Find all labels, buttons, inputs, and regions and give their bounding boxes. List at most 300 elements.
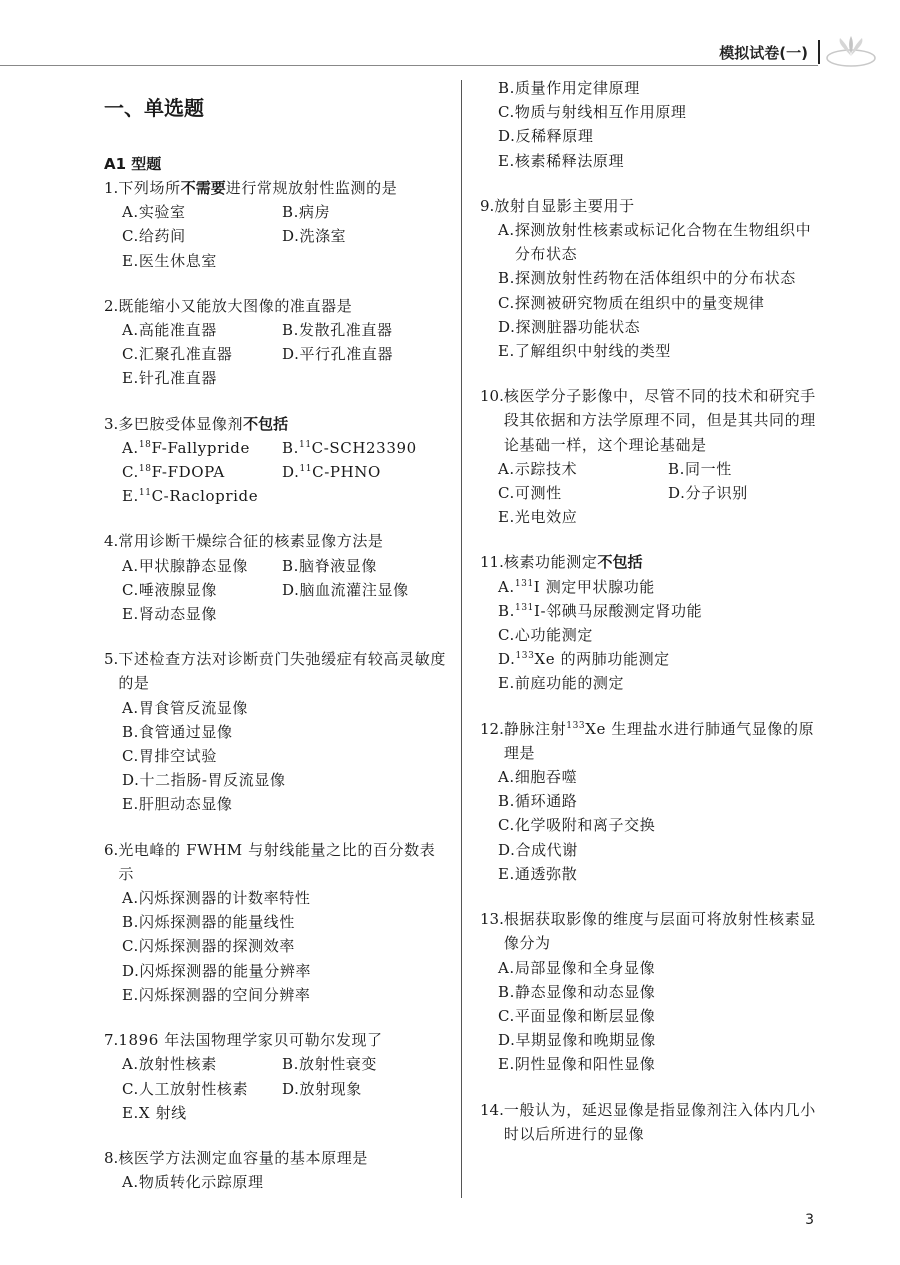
option-text bbox=[515, 956, 826, 980]
option-item bbox=[282, 200, 450, 224]
option-text bbox=[515, 1052, 826, 1076]
option-text bbox=[139, 602, 282, 626]
question-number: 3. bbox=[104, 414, 119, 433]
option-text bbox=[515, 575, 826, 599]
question-number: 8. bbox=[104, 1148, 119, 1167]
option-letter: B. bbox=[668, 459, 685, 478]
option-letter: A. bbox=[498, 459, 515, 478]
option-item bbox=[498, 339, 826, 363]
option-text bbox=[139, 578, 282, 602]
question-text bbox=[504, 1098, 826, 1146]
option-letter: A. bbox=[122, 1173, 139, 1192]
option-item bbox=[122, 1170, 450, 1194]
option-letter: B. bbox=[498, 601, 515, 620]
option-letter: C. bbox=[122, 1079, 139, 1098]
question-text bbox=[504, 550, 826, 574]
option-letter: C. bbox=[498, 1006, 515, 1025]
option-label: 医生休息室 bbox=[138, 251, 217, 270]
option-text bbox=[139, 366, 282, 390]
question-text-part: 常用诊断干燥综合征的核素显像方法是 bbox=[118, 532, 384, 551]
option-item bbox=[498, 266, 826, 290]
option-letter: A. bbox=[122, 698, 139, 717]
option-letter: C. bbox=[122, 747, 139, 766]
option-label: C-SCH23390 bbox=[311, 438, 417, 457]
option-label: 平面显像和断层显像 bbox=[514, 1006, 656, 1025]
option-label: 脑血流灌注显像 bbox=[299, 580, 409, 599]
question-8-continued bbox=[480, 76, 826, 173]
option-item bbox=[498, 980, 826, 1004]
header-title: 模拟试卷(一) bbox=[719, 44, 808, 62]
option-label: 分子识别 bbox=[685, 484, 748, 503]
option-text bbox=[139, 1052, 282, 1076]
option-letter: D. bbox=[282, 463, 300, 482]
question-options bbox=[104, 554, 450, 627]
question-text-part: 光电峰的 FWHM 与射线能量之比的百分数表示 bbox=[118, 840, 436, 883]
option-superscript: 18 bbox=[138, 464, 152, 475]
question-options bbox=[480, 956, 826, 1077]
option-text bbox=[515, 339, 826, 363]
option-label: 闪烁探测器的能量线性 bbox=[139, 913, 296, 932]
option-text bbox=[515, 291, 826, 315]
option-label: 闪烁探测器的空间分辨率 bbox=[138, 985, 311, 1004]
option-label: 合成代谢 bbox=[515, 840, 578, 859]
question-text bbox=[118, 176, 450, 200]
question-text-part: 多巴胺受体显像剂 bbox=[118, 414, 244, 433]
option-text bbox=[515, 813, 826, 837]
question-text-part: 静脉注射 bbox=[503, 719, 567, 738]
question-text bbox=[118, 647, 450, 695]
column-divider bbox=[461, 80, 462, 1198]
option-label: 人工放射性核素 bbox=[138, 1079, 249, 1098]
option-letter: C. bbox=[122, 345, 139, 364]
question-options bbox=[480, 765, 826, 886]
option-letter: A. bbox=[122, 889, 139, 908]
option-text bbox=[515, 980, 826, 1004]
option-text bbox=[299, 436, 450, 460]
option-item bbox=[498, 457, 668, 481]
option-item bbox=[498, 124, 826, 148]
question-text-part: 核医学分子影像中，尽管不同的技术和研究手段其依据和方法学原理不同，但是其共同的理论基础一样，这个理论基础是 bbox=[503, 387, 816, 454]
option-letter: C. bbox=[122, 227, 139, 246]
option-text bbox=[299, 342, 450, 366]
option-text bbox=[515, 671, 826, 695]
option-label: 心功能测定 bbox=[514, 626, 593, 645]
option-text bbox=[515, 765, 826, 789]
option-text bbox=[139, 554, 282, 578]
option-label: 发散孔准直器 bbox=[299, 321, 393, 340]
option-letter: A. bbox=[122, 438, 139, 457]
option-letter: B. bbox=[282, 556, 299, 575]
option-item bbox=[282, 436, 450, 460]
option-label: I-邻碘马尿酸测定肾功能 bbox=[533, 601, 703, 620]
question-number: 2. bbox=[104, 296, 119, 315]
option-text bbox=[139, 959, 450, 983]
question-stem bbox=[104, 412, 450, 436]
option-label: 胃食管反流显像 bbox=[138, 698, 249, 717]
option-item bbox=[122, 342, 282, 366]
question-text-part: 既能缩小又能放大图像的准直器是 bbox=[118, 296, 353, 315]
option-item bbox=[282, 224, 450, 248]
option-letter: C. bbox=[122, 937, 139, 956]
option-label: 食管通过显像 bbox=[139, 722, 233, 741]
option-item bbox=[282, 342, 450, 366]
question-options bbox=[104, 200, 450, 273]
option-text bbox=[515, 266, 826, 290]
option-label: 脑脊液显像 bbox=[299, 556, 378, 575]
option-label: 平行孔准直器 bbox=[299, 345, 394, 364]
question-text bbox=[118, 1028, 450, 1052]
option-item bbox=[498, 862, 826, 886]
option-letter: D. bbox=[498, 650, 516, 669]
option-item bbox=[498, 100, 826, 124]
option-letter: A. bbox=[122, 203, 139, 222]
question-emphasis: 不包括 bbox=[597, 553, 643, 572]
question-number: 12. bbox=[480, 719, 504, 738]
option-letter: A. bbox=[122, 556, 139, 575]
option-item bbox=[122, 318, 282, 342]
question-number: 5. bbox=[104, 650, 119, 669]
option-item bbox=[122, 200, 282, 224]
section-title: 一、单选题 bbox=[104, 96, 204, 120]
option-letter: B. bbox=[498, 269, 515, 288]
option-item bbox=[122, 460, 282, 484]
question-text-part: Xe 生理盐水进行肺通气显像的原理是 bbox=[503, 719, 815, 762]
option-text bbox=[139, 1077, 282, 1101]
question-options bbox=[480, 218, 826, 363]
question-text bbox=[118, 412, 450, 436]
option-text bbox=[139, 224, 282, 248]
option-label: I 测定甲状腺功能 bbox=[533, 577, 655, 596]
option-letter: C. bbox=[498, 293, 515, 312]
option-label: 唾液腺显像 bbox=[138, 580, 217, 599]
header-logo-icon bbox=[824, 34, 878, 68]
option-text bbox=[299, 224, 450, 248]
option-label: 反稀释原理 bbox=[515, 127, 594, 146]
header-rule bbox=[0, 65, 818, 66]
option-text bbox=[685, 457, 826, 481]
question-options bbox=[104, 886, 450, 1007]
option-item bbox=[498, 315, 826, 339]
option-letter: B. bbox=[498, 79, 515, 97]
question-text-part: 放射自显影主要用于 bbox=[494, 196, 635, 215]
option-label: 闪烁探测器的探测效率 bbox=[138, 937, 295, 956]
question-options bbox=[480, 575, 826, 696]
question-stem bbox=[104, 529, 450, 553]
option-text bbox=[139, 910, 450, 934]
option-item bbox=[122, 1101, 282, 1125]
option-letter: D. bbox=[282, 345, 300, 364]
question-stem bbox=[480, 907, 826, 955]
option-letter: D. bbox=[122, 771, 140, 790]
question-options bbox=[104, 436, 450, 509]
question-text-part: 进行常规放射性监测的是 bbox=[225, 179, 398, 197]
option-letter: C. bbox=[498, 103, 515, 122]
option-text bbox=[139, 720, 450, 744]
option-item bbox=[122, 224, 282, 248]
question-item bbox=[104, 1028, 450, 1125]
question-text-part: 下述检查方法对诊断贲门失弛缓症有较高灵敏度的是 bbox=[118, 650, 446, 693]
option-label: 洗涤室 bbox=[299, 227, 347, 246]
option-letter: E. bbox=[122, 1103, 139, 1122]
question-item bbox=[104, 838, 450, 1007]
option-text bbox=[299, 578, 450, 602]
question-options bbox=[480, 76, 826, 173]
option-label: 放射性核素 bbox=[138, 1055, 217, 1074]
option-label: 了解组织中射线的类型 bbox=[514, 342, 671, 361]
option-item bbox=[122, 436, 282, 460]
option-item bbox=[122, 602, 282, 626]
question-stem bbox=[104, 176, 450, 200]
option-item bbox=[282, 1077, 450, 1101]
option-item bbox=[282, 554, 450, 578]
option-letter: E. bbox=[122, 985, 139, 1004]
option-label: 高能准直器 bbox=[138, 321, 217, 340]
question-item bbox=[104, 412, 450, 509]
option-text bbox=[139, 744, 450, 768]
option-text bbox=[299, 200, 450, 224]
option-item bbox=[122, 744, 450, 768]
option-label: 阴性显像和阳性显像 bbox=[514, 1055, 656, 1074]
option-superscript: 11 bbox=[299, 464, 313, 475]
option-label: 物质转化示踪原理 bbox=[138, 1173, 264, 1192]
option-label: 早期显像和晚期显像 bbox=[515, 1031, 656, 1050]
question-stem bbox=[104, 1028, 450, 1052]
question-text bbox=[118, 294, 450, 318]
option-letter: E. bbox=[498, 864, 515, 883]
option-item bbox=[122, 792, 450, 816]
option-superscript: 131 bbox=[514, 578, 534, 589]
option-item bbox=[122, 934, 450, 958]
subsection-title: A1 型题 bbox=[104, 155, 162, 173]
option-text bbox=[515, 623, 826, 647]
option-label: 闪烁探测器的能量分辨率 bbox=[139, 961, 312, 980]
option-item bbox=[498, 647, 826, 671]
option-text bbox=[515, 149, 826, 173]
option-label: 光电效应 bbox=[514, 508, 578, 527]
question-stem bbox=[104, 1146, 450, 1170]
option-item bbox=[122, 578, 282, 602]
question-text bbox=[494, 194, 826, 218]
option-text bbox=[139, 484, 282, 508]
question-number: 4. bbox=[104, 532, 119, 551]
question-text bbox=[118, 529, 450, 553]
option-letter: A. bbox=[498, 221, 515, 240]
question-item bbox=[104, 529, 450, 626]
question-item bbox=[104, 647, 450, 816]
option-letter: C. bbox=[498, 816, 515, 835]
option-text bbox=[139, 696, 450, 720]
right-column bbox=[480, 79, 826, 1167]
option-label: 探测脏器功能状态 bbox=[515, 317, 641, 336]
question-text bbox=[118, 838, 450, 886]
option-item bbox=[122, 720, 450, 744]
question-superscript: 133 bbox=[566, 720, 586, 731]
option-letter: B. bbox=[122, 913, 139, 932]
question-item bbox=[104, 1146, 450, 1194]
option-label: 细胞吞噬 bbox=[514, 768, 578, 787]
option-letter: D. bbox=[498, 1031, 516, 1050]
option-item bbox=[122, 1077, 282, 1101]
option-label: 化学吸附和离子交换 bbox=[514, 816, 656, 835]
question-stem bbox=[480, 1098, 826, 1146]
option-letter: B. bbox=[122, 722, 139, 741]
question-number: 1. bbox=[104, 179, 119, 197]
option-label: X 射线 bbox=[138, 1103, 187, 1122]
option-label: 十二指肠-胃反流显像 bbox=[139, 771, 286, 790]
option-letter: E. bbox=[122, 251, 139, 270]
option-text bbox=[515, 505, 668, 529]
question-number: 11. bbox=[480, 553, 504, 572]
option-item bbox=[282, 578, 450, 602]
question-item bbox=[104, 176, 450, 273]
option-label: 胃排空试验 bbox=[138, 747, 217, 766]
option-text bbox=[139, 768, 450, 792]
option-text bbox=[515, 315, 826, 339]
option-text bbox=[299, 460, 450, 484]
option-letter: D. bbox=[282, 1079, 300, 1098]
question-number: 7. bbox=[104, 1031, 119, 1050]
option-letter: A. bbox=[498, 958, 515, 977]
option-item bbox=[498, 789, 826, 813]
option-item bbox=[122, 1052, 282, 1076]
option-item bbox=[122, 554, 282, 578]
option-item bbox=[282, 318, 450, 342]
option-letter: B. bbox=[282, 321, 299, 340]
option-label: 病房 bbox=[299, 203, 331, 222]
question-stem bbox=[480, 717, 826, 765]
question-number: 10. bbox=[480, 387, 504, 406]
option-item bbox=[122, 959, 450, 983]
question-options bbox=[480, 457, 826, 530]
question-number: 6. bbox=[104, 840, 119, 859]
header-bar bbox=[818, 40, 820, 64]
question-text-part: 核医学方法测定血容量的基本原理是 bbox=[118, 1148, 368, 1167]
option-letter: B. bbox=[282, 1055, 299, 1074]
option-label: 核素稀释法原理 bbox=[514, 151, 625, 170]
option-item bbox=[498, 149, 826, 173]
option-item bbox=[668, 457, 826, 481]
question-stem bbox=[104, 647, 450, 695]
option-label: 静态显像和动态显像 bbox=[515, 982, 656, 1001]
option-item bbox=[498, 505, 668, 529]
option-text bbox=[515, 1004, 826, 1028]
question-stem bbox=[480, 384, 826, 457]
question-item bbox=[480, 1098, 826, 1146]
option-letter: E. bbox=[122, 369, 139, 388]
option-item bbox=[498, 291, 826, 315]
question-text bbox=[504, 907, 826, 955]
option-item bbox=[498, 218, 826, 266]
option-letter: D. bbox=[122, 961, 140, 980]
option-label: 实验室 bbox=[138, 203, 186, 222]
option-letter: D. bbox=[282, 580, 300, 599]
question-item bbox=[480, 907, 826, 1076]
option-text bbox=[139, 318, 282, 342]
option-superscript: 11 bbox=[299, 439, 312, 450]
option-letter: D. bbox=[668, 484, 686, 503]
question-emphasis: 不需要 bbox=[180, 179, 226, 197]
option-item bbox=[498, 956, 826, 980]
question-options bbox=[104, 1170, 450, 1194]
option-item bbox=[498, 575, 826, 599]
option-letter: E. bbox=[498, 674, 515, 693]
option-item bbox=[498, 838, 826, 862]
option-label: 闪烁探测器的计数率特性 bbox=[138, 889, 311, 908]
option-text bbox=[515, 124, 826, 148]
option-text bbox=[139, 1170, 450, 1194]
option-label: 探测被研究物质在组织中的量变规律 bbox=[514, 293, 765, 312]
option-label: F-Fallypride bbox=[151, 438, 250, 457]
option-text bbox=[139, 792, 450, 816]
option-item bbox=[122, 910, 450, 934]
right-question-list bbox=[480, 194, 826, 1146]
option-text bbox=[299, 318, 450, 342]
question-text-part: 下列场所 bbox=[118, 179, 181, 197]
option-label: F-FDOPA bbox=[151, 463, 225, 482]
option-item bbox=[498, 599, 826, 623]
option-label: 汇聚孔准直器 bbox=[138, 345, 233, 364]
option-superscript: 133 bbox=[515, 651, 535, 662]
option-label: 放射性衰变 bbox=[299, 1055, 378, 1074]
option-item bbox=[122, 696, 450, 720]
option-letter: B. bbox=[498, 792, 515, 811]
option-label: C-PHNO bbox=[312, 463, 381, 482]
option-text bbox=[515, 481, 668, 505]
option-text bbox=[515, 862, 826, 886]
option-text bbox=[139, 934, 450, 958]
option-item bbox=[122, 983, 450, 1007]
option-item bbox=[498, 1052, 826, 1076]
option-letter: E. bbox=[498, 508, 515, 527]
option-label: 局部显像和全身显像 bbox=[514, 958, 656, 977]
page-number: 3 bbox=[805, 1212, 814, 1228]
option-letter: E. bbox=[122, 487, 139, 506]
option-item bbox=[122, 886, 450, 910]
option-label: Xe 的两肺功能测定 bbox=[534, 650, 670, 669]
option-item bbox=[498, 1004, 826, 1028]
question-options bbox=[104, 318, 450, 391]
option-label: 前庭功能的测定 bbox=[514, 674, 625, 693]
option-letter: A. bbox=[498, 768, 515, 787]
question-text-part: 一般认为，延迟显像是指显像剂注入体内几小时以后所进行的显像 bbox=[503, 1100, 816, 1143]
option-text bbox=[515, 218, 826, 266]
option-label: 同一性 bbox=[685, 459, 732, 478]
option-label: 甲状腺静态显像 bbox=[138, 556, 249, 575]
option-text bbox=[515, 838, 826, 862]
option-text bbox=[515, 789, 826, 813]
option-label: 放射现象 bbox=[299, 1079, 362, 1098]
option-label: 可测性 bbox=[514, 484, 562, 503]
option-text bbox=[515, 647, 826, 671]
option-text bbox=[139, 436, 282, 460]
question-text bbox=[504, 384, 826, 457]
option-text bbox=[515, 76, 826, 100]
option-item bbox=[122, 768, 450, 792]
question-item bbox=[480, 550, 826, 695]
left-column bbox=[104, 82, 450, 1215]
option-label: 质量作用定律原理 bbox=[515, 79, 640, 97]
option-item bbox=[498, 671, 826, 695]
page-header bbox=[0, 38, 900, 68]
option-label: 探测放射性核素或标记化合物在生物组织中分布状态 bbox=[514, 221, 812, 264]
option-label: 肝胆动态显像 bbox=[138, 795, 233, 814]
question-stem bbox=[480, 194, 826, 218]
option-letter: C. bbox=[122, 580, 139, 599]
question-emphasis: 不包括 bbox=[243, 414, 289, 433]
option-letter: D. bbox=[498, 840, 516, 859]
option-letter: A. bbox=[122, 1055, 139, 1074]
question-text-part: 1896 年法国物理学家贝可勒尔发现了 bbox=[118, 1031, 383, 1050]
